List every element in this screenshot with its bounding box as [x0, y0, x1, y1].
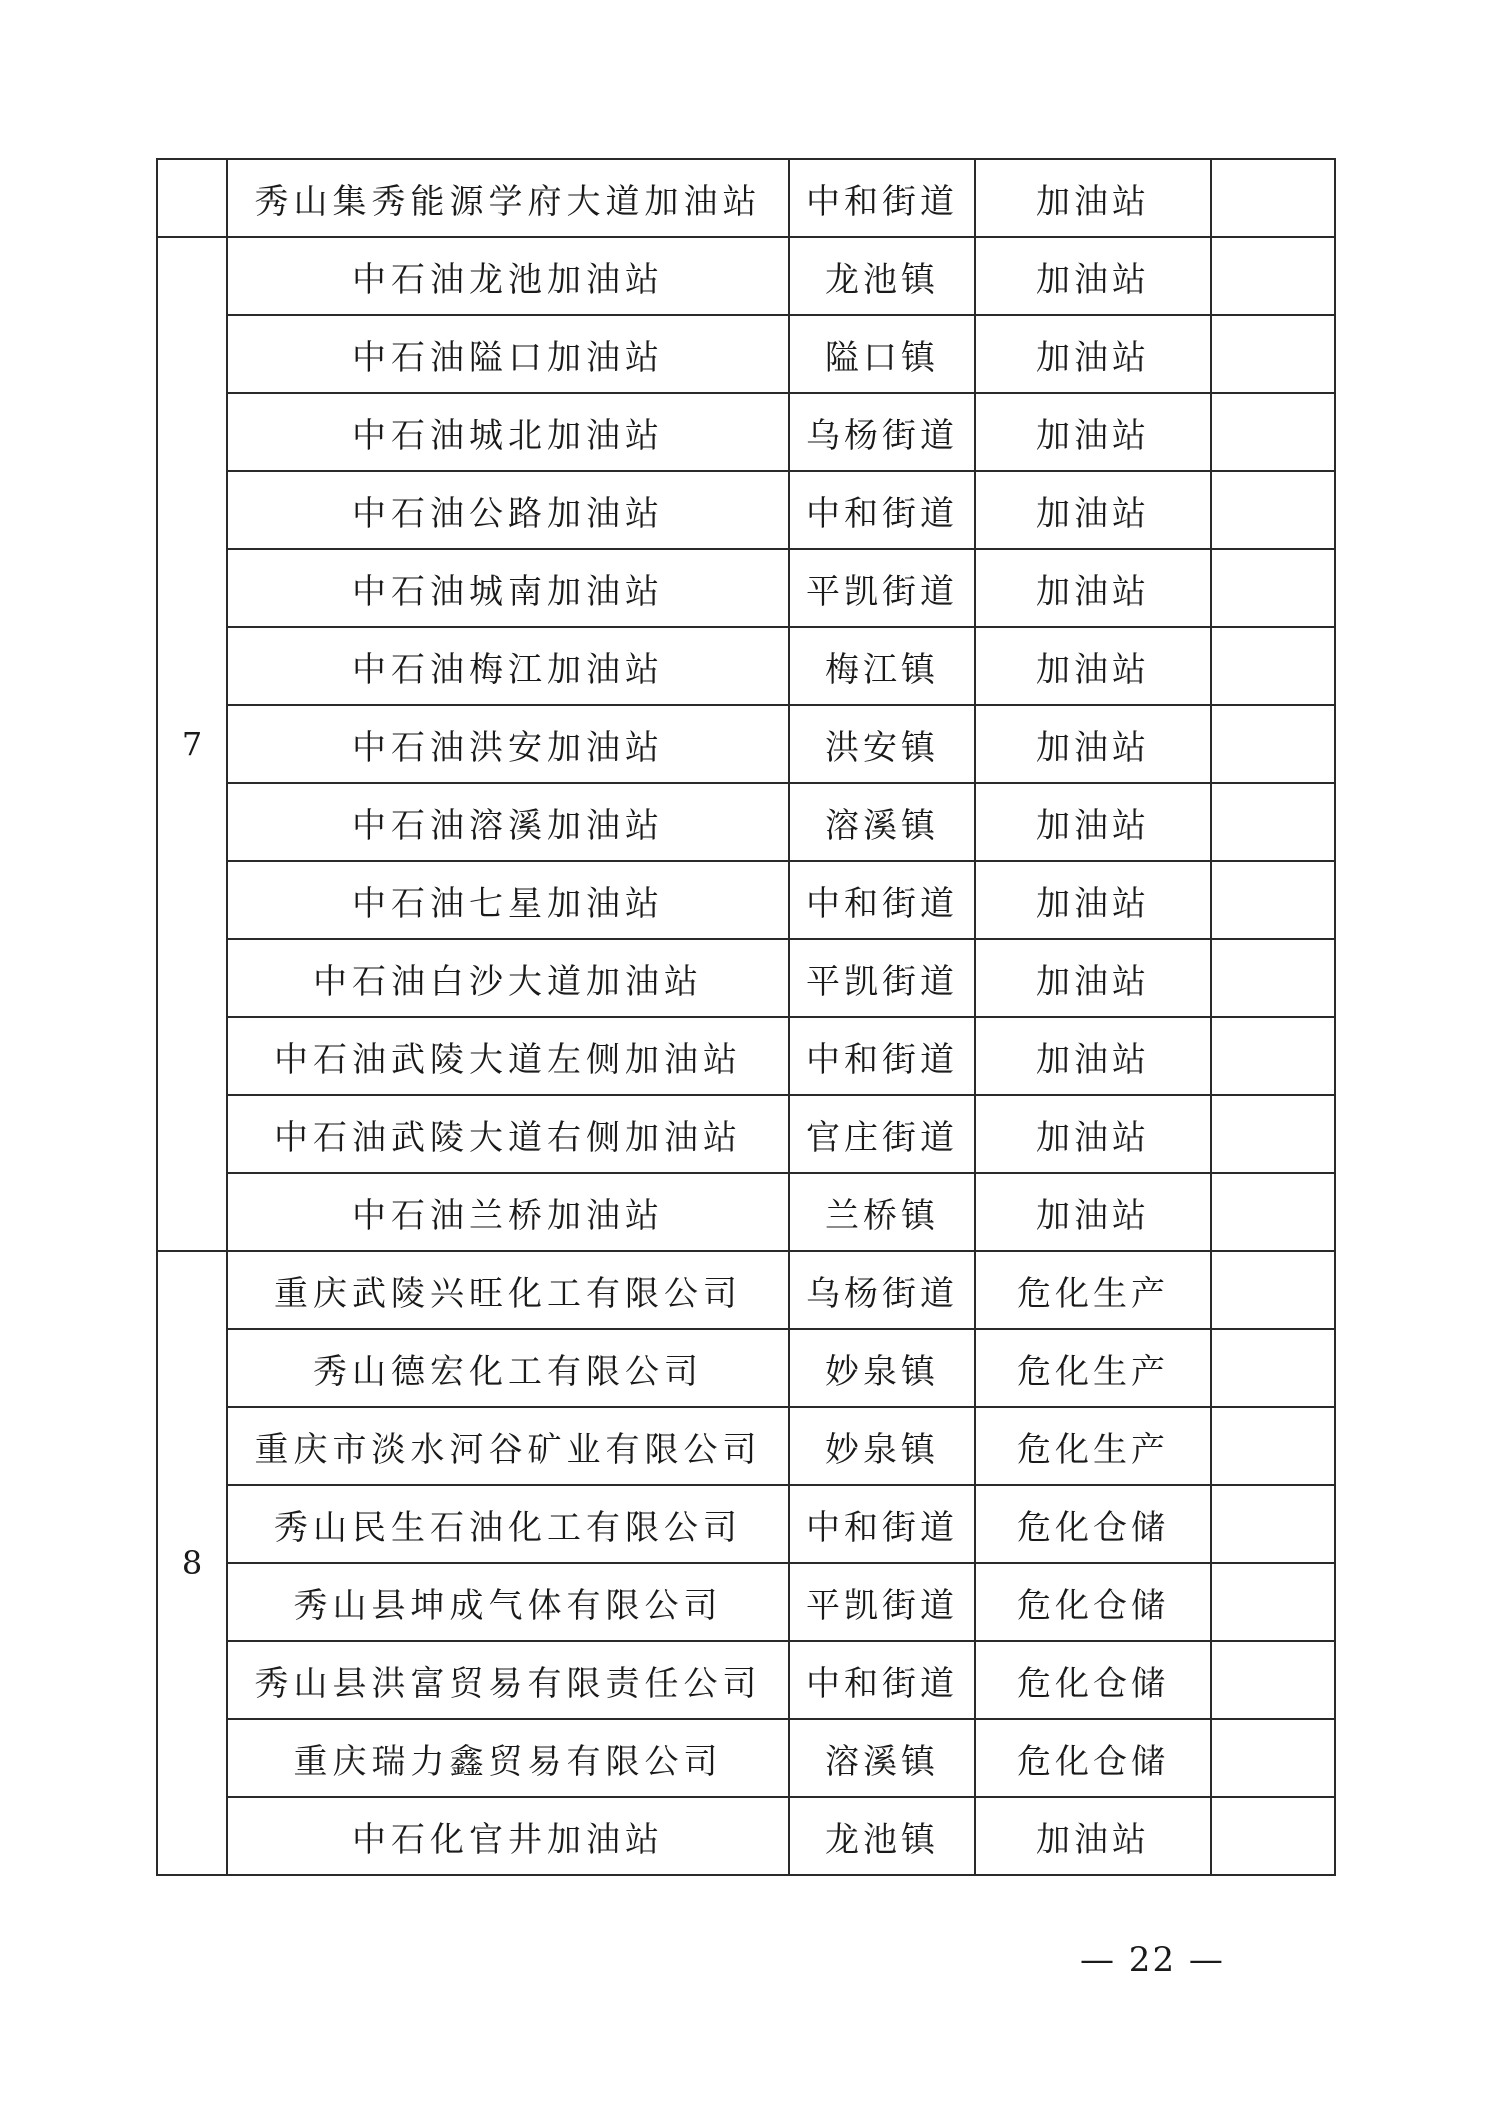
- location-cell: 龙池镇: [789, 237, 975, 315]
- table-row: [157, 1017, 1335, 1095]
- remarks-cell: [1211, 1173, 1335, 1251]
- location-cell: 平凯街道: [789, 549, 975, 627]
- table-row: [157, 237, 1335, 315]
- facility-type-cell: 加油站: [975, 861, 1211, 939]
- location-cell: 乌杨街道: [789, 1251, 975, 1329]
- remarks-cell: [1211, 1641, 1335, 1719]
- location-cell: 洪安镇: [789, 705, 975, 783]
- remarks-cell: [1211, 1563, 1335, 1641]
- location-cell: 中和街道: [789, 159, 975, 237]
- remarks-cell: [1211, 1251, 1335, 1329]
- table-row: [157, 705, 1335, 783]
- location-cell: 中和街道: [789, 1641, 975, 1719]
- remarks-cell: [1211, 159, 1335, 237]
- facility-name-cell: 秀山县坤成气体有限公司: [227, 1563, 789, 1641]
- group-number-cell: 8: [157, 1251, 227, 1875]
- table-row: [157, 393, 1335, 471]
- table-row: [157, 471, 1335, 549]
- location-cell: 兰桥镇: [789, 1173, 975, 1251]
- location-cell: 官庄街道: [789, 1095, 975, 1173]
- remarks-cell: [1211, 549, 1335, 627]
- table-row: [157, 1485, 1335, 1563]
- remarks-cell: [1211, 1407, 1335, 1485]
- table-row: [157, 1641, 1335, 1719]
- facility-type-cell: 危化仓储: [975, 1719, 1211, 1797]
- table-row: [157, 1407, 1335, 1485]
- facility-type-cell: 加油站: [975, 1173, 1211, 1251]
- remarks-cell: [1211, 861, 1335, 939]
- facility-table: [156, 158, 1336, 1876]
- facility-type-cell: 加油站: [975, 1095, 1211, 1173]
- facility-name-cell: 中石油武陵大道右侧加油站: [227, 1095, 789, 1173]
- facility-type-cell: 危化生产: [975, 1251, 1211, 1329]
- facility-type-cell: 危化仓储: [975, 1485, 1211, 1563]
- remarks-cell: [1211, 471, 1335, 549]
- facility-table-body: [157, 159, 1335, 1875]
- facility-type-cell: 加油站: [975, 549, 1211, 627]
- table-row: [157, 159, 1335, 237]
- facility-type-cell: 加油站: [975, 705, 1211, 783]
- facility-type-cell: 加油站: [975, 159, 1211, 237]
- location-cell: 中和街道: [789, 861, 975, 939]
- table-row: [157, 1719, 1335, 1797]
- location-cell: 乌杨街道: [789, 393, 975, 471]
- facility-name-cell: 重庆瑞力鑫贸易有限公司: [227, 1719, 789, 1797]
- remarks-cell: [1211, 315, 1335, 393]
- location-cell: 妙泉镇: [789, 1407, 975, 1485]
- location-cell: 溶溪镇: [789, 783, 975, 861]
- location-cell: 隘口镇: [789, 315, 975, 393]
- remarks-cell: [1211, 1095, 1335, 1173]
- facility-name-cell: 中石油洪安加油站: [227, 705, 789, 783]
- location-cell: 龙池镇: [789, 1797, 975, 1875]
- remarks-cell: [1211, 627, 1335, 705]
- location-cell: 中和街道: [789, 1017, 975, 1095]
- location-cell: 梅江镇: [789, 627, 975, 705]
- remarks-cell: [1211, 237, 1335, 315]
- table-row: [157, 1329, 1335, 1407]
- table-row: [157, 939, 1335, 1017]
- location-cell: 中和街道: [789, 1485, 975, 1563]
- facility-name-cell: 中石油梅江加油站: [227, 627, 789, 705]
- table-row: [157, 783, 1335, 861]
- group-number-cell: [157, 159, 227, 237]
- table-row: [157, 861, 1335, 939]
- facility-name-cell: 中石油城北加油站: [227, 393, 789, 471]
- table-row: [157, 627, 1335, 705]
- facility-type-cell: 加油站: [975, 471, 1211, 549]
- facility-name-cell: 中石化官井加油站: [227, 1797, 789, 1875]
- remarks-cell: [1211, 1719, 1335, 1797]
- facility-name-cell: 秀山德宏化工有限公司: [227, 1329, 789, 1407]
- group-number-cell: 7: [157, 237, 227, 1251]
- facility-type-cell: 加油站: [975, 393, 1211, 471]
- facility-type-cell: 危化生产: [975, 1329, 1211, 1407]
- facility-name-cell: 中石油城南加油站: [227, 549, 789, 627]
- facility-type-cell: 加油站: [975, 315, 1211, 393]
- remarks-cell: [1211, 1797, 1335, 1875]
- remarks-cell: [1211, 1329, 1335, 1407]
- facility-type-cell: 危化仓储: [975, 1641, 1211, 1719]
- table-row: [157, 549, 1335, 627]
- remarks-cell: [1211, 783, 1335, 861]
- facility-type-cell: 危化仓储: [975, 1563, 1211, 1641]
- facility-type-cell: 加油站: [975, 1017, 1211, 1095]
- facility-name-cell: 中石油隘口加油站: [227, 315, 789, 393]
- facility-name-cell: 秀山集秀能源学府大道加油站: [227, 159, 789, 237]
- facility-name-cell: 秀山民生石油化工有限公司: [227, 1485, 789, 1563]
- facility-name-cell: 中石油白沙大道加油站: [227, 939, 789, 1017]
- facility-type-cell: 危化生产: [975, 1407, 1211, 1485]
- location-cell: 中和街道: [789, 471, 975, 549]
- remarks-cell: [1211, 705, 1335, 783]
- facility-type-cell: 加油站: [975, 1797, 1211, 1875]
- facility-name-cell: 中石油七星加油站: [227, 861, 789, 939]
- remarks-cell: [1211, 939, 1335, 1017]
- location-cell: 妙泉镇: [789, 1329, 975, 1407]
- facility-name-cell: 重庆市淡水河谷矿业有限公司: [227, 1407, 789, 1485]
- table-row: [157, 315, 1335, 393]
- location-cell: 溶溪镇: [789, 1719, 975, 1797]
- facility-type-cell: 加油站: [975, 939, 1211, 1017]
- location-cell: 平凯街道: [789, 939, 975, 1017]
- table-row: [157, 1095, 1335, 1173]
- facility-name-cell: 中石油公路加油站: [227, 471, 789, 549]
- table-row: [157, 1563, 1335, 1641]
- facility-name-cell: 中石油溶溪加油站: [227, 783, 789, 861]
- remarks-cell: [1211, 1017, 1335, 1095]
- facility-name-cell: 秀山县洪富贸易有限责任公司: [227, 1641, 789, 1719]
- table-row: [157, 1251, 1335, 1329]
- facility-type-cell: 加油站: [975, 237, 1211, 315]
- facility-name-cell: 重庆武陵兴旺化工有限公司: [227, 1251, 789, 1329]
- location-cell: 平凯街道: [789, 1563, 975, 1641]
- facility-type-cell: 加油站: [975, 627, 1211, 705]
- table-row: [157, 1173, 1335, 1251]
- table-row: [157, 1797, 1335, 1875]
- facility-type-cell: 加油站: [975, 783, 1211, 861]
- remarks-cell: [1211, 393, 1335, 471]
- facility-name-cell: 中石油龙池加油站: [227, 237, 789, 315]
- page-number: — 22 —: [1080, 1940, 1225, 1980]
- facility-name-cell: 中石油武陵大道左侧加油站: [227, 1017, 789, 1095]
- remarks-cell: [1211, 1485, 1335, 1563]
- facility-name-cell: 中石油兰桥加油站: [227, 1173, 789, 1251]
